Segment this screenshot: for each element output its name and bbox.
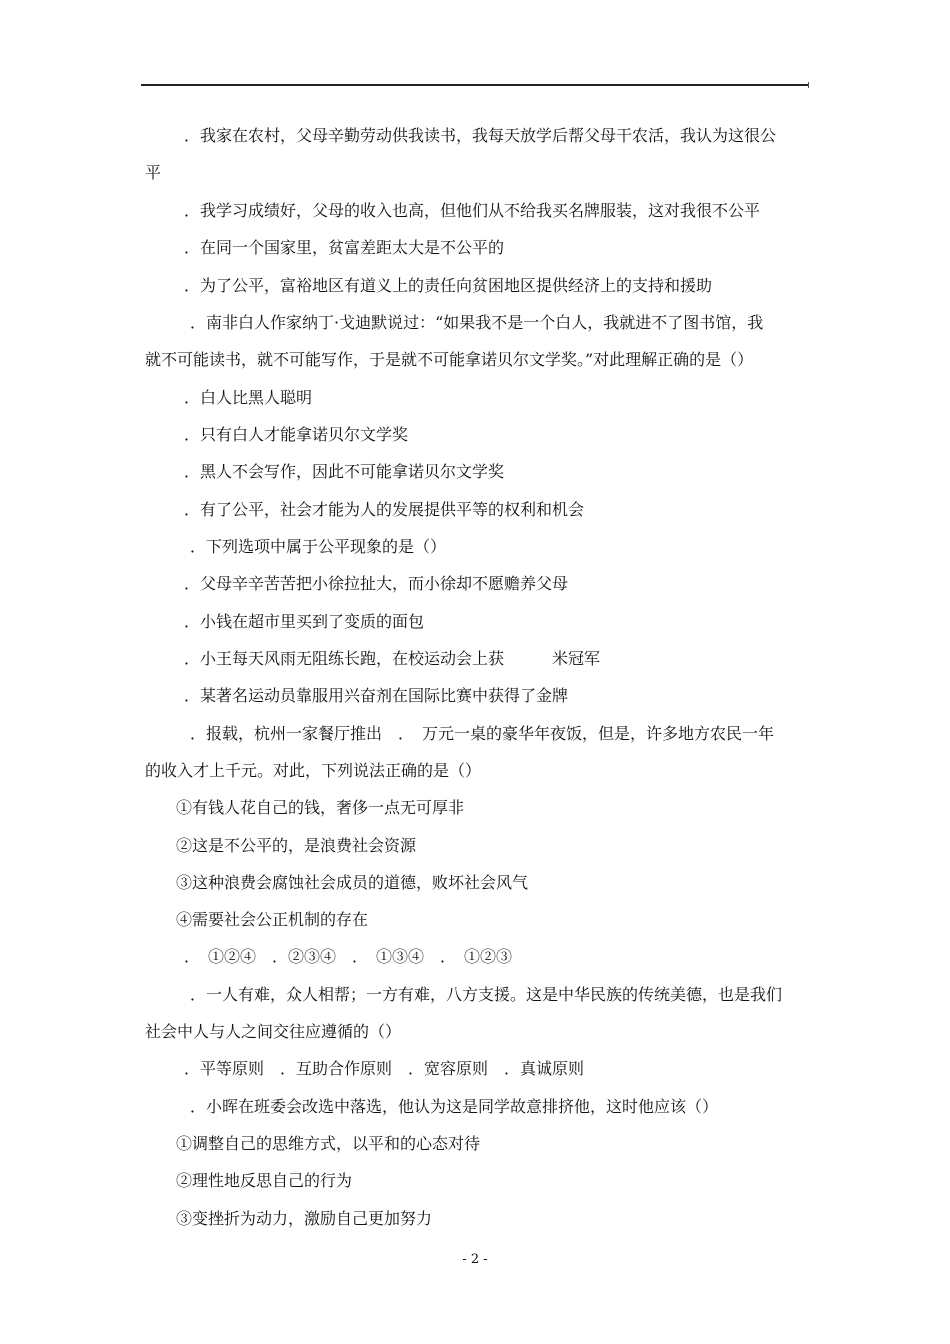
text-line: 社会中人与人之间交往应遵循的（）	[145, 1022, 402, 1041]
text-line: ．报载，杭州一家餐厅推出 ． 万元一桌的豪华年夜饭，但是，许多地方农民一年	[190, 724, 775, 743]
text-line: ①调整自己的思维方式，以平和的心态对待	[176, 1134, 481, 1153]
text-line: ②这是不公平的，是浪费社会资源	[176, 836, 417, 855]
text-line: ③这种浪费会腐蚀社会成员的道德，败坏社会风气	[176, 873, 529, 892]
text-line: ．小钱在超市里买到了变质的面包	[184, 612, 425, 631]
text-line: ．南非白人作家纳丁·戈迪默说过：“如果我不是一个白人，我就进不了图书馆，我	[190, 313, 764, 332]
text-line: ．下列选项中属于公平现象的是（）	[190, 537, 447, 556]
text-line: ．白人比黑人聪明	[184, 388, 313, 407]
header-rule	[141, 84, 808, 86]
text-line: ．我学习成绩好，父母的收入也高，但他们从不给我买名牌服装，这对我很不公平	[184, 201, 761, 220]
text-line: ．只有白人才能拿诺贝尔文学奖	[184, 425, 409, 444]
text-line: ．平等原则 ．互助合作原则 ．宽容原则 ．真诚原则	[184, 1059, 585, 1078]
text-line: ．我家在农村，父母辛勤劳动供我读书，我每天放学后帮父母干农活，我认为这很公	[184, 126, 777, 145]
page-number: - 2 -	[462, 1252, 488, 1267]
text-line: ．一人有难，众人相帮；一方有难，八方支援。这是中华民族的传统美德，也是我们	[190, 985, 783, 1004]
text-line: ．为了公平，富裕地区有道义上的责任向贫困地区提供经济上的支持和援助	[184, 276, 713, 295]
text-line: ．父母辛辛苦苦把小徐拉扯大，而小徐却不愿赡养父母	[184, 574, 569, 593]
text-line: 的收入才上千元。对此，下列说法正确的是（）	[145, 761, 482, 780]
header-rule-tick	[808, 82, 809, 88]
text-line: 就不可能读书，就不可能写作，于是就不可能拿诺贝尔文学奖。”对此理解正确的是（）	[145, 350, 754, 369]
text-line: 平	[145, 163, 162, 182]
text-line: ．某著名运动员靠服用兴奋剂在国际比赛中获得了金牌	[184, 686, 569, 705]
text-line: ②理性地反思自己的行为	[176, 1171, 353, 1190]
text-line: ．在同一个国家里，贫富差距太大是不公平的	[184, 238, 505, 257]
text-line: ．黑人不会写作，因此不可能拿诺贝尔文学奖	[184, 462, 505, 481]
text-line: ．小王每天风雨无阻练长跑，在校运动会上获 米冠军	[184, 649, 601, 668]
text-line: ． ①②④ ．②③④ ． ①③④ ． ①②③	[184, 947, 513, 966]
text-line: ．有了公平，社会才能为人的发展提供平等的权利和机会	[184, 500, 585, 519]
text-line: ④需要社会公正机制的存在	[176, 910, 369, 929]
text-line: ①有钱人花自己的钱，奢侈一点无可厚非	[176, 798, 465, 817]
text-line: ③变挫折为动力，激励自己更加努力	[176, 1209, 433, 1228]
text-line: ．小晖在班委会改选中落选，他认为这是同学故意排挤他，这时他应该（）	[190, 1097, 719, 1116]
